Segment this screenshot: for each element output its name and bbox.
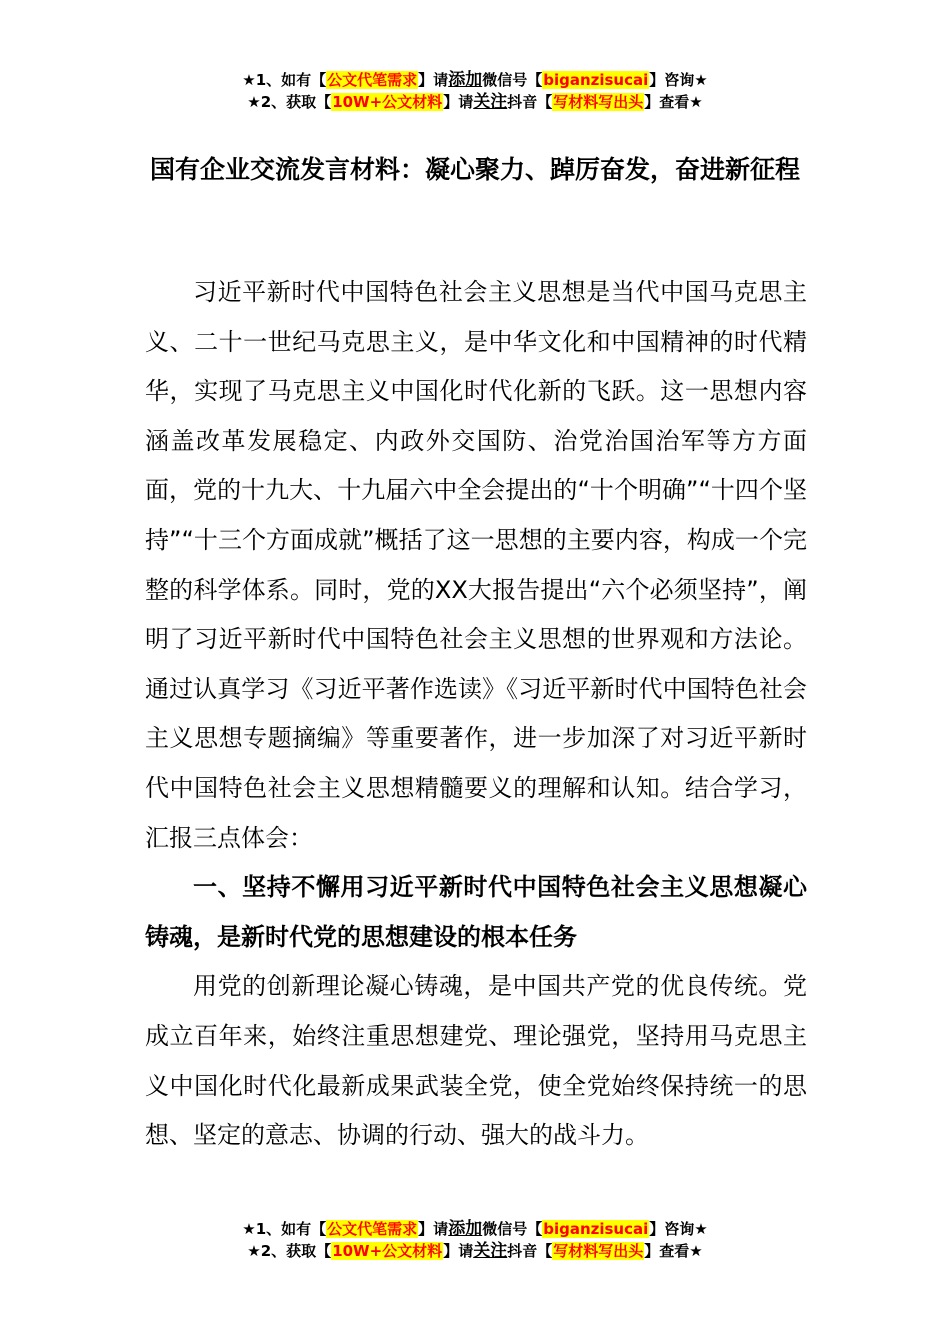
header-banner bbox=[0, 69, 950, 113]
banner-text: ★2、获取【 bbox=[247, 1242, 332, 1260]
paragraph-section-1: 用党的创新理论凝心铸魂，是中国共产党的优良传统。党成立百年来，始终注重思想建党、理论强党，坚持用马克思主义中国化时代化最新成果武装全党，使全党始终保持统一的思想、坚定的意志、协调的行动、强大的战斗力。 bbox=[145, 972, 807, 1150]
highlight-wechat-id: biganzisucai bbox=[543, 71, 649, 89]
banner-text: 】请 bbox=[443, 93, 474, 111]
footer-banner-line-2 bbox=[0, 1240, 950, 1262]
banner-text: ★2、获取【 bbox=[247, 93, 332, 111]
underlined-word: 关注 bbox=[473, 1241, 508, 1261]
banner-text: 】咨询★ bbox=[649, 1220, 708, 1238]
banner-text: 微信号【 bbox=[482, 71, 543, 89]
section-heading-1: 一、坚持不懈用习近平新时代中国特色社会主义思想凝心铸魂，是新时代党的思想建设的根本任务 bbox=[145, 873, 807, 951]
banner-text: 】请 bbox=[443, 1242, 474, 1260]
banner-text: 】请 bbox=[418, 71, 449, 89]
banner-text: 】查看★ bbox=[644, 93, 703, 111]
header-banner-line-1 bbox=[0, 69, 950, 91]
underlined-word: 添加 bbox=[448, 70, 483, 90]
paragraph-intro: 习近平新时代中国特色社会主义思想是当代中国马克思主义、二十一世纪马克思主义，是中华文化和中国精神的时代精华，实现了马克思主义中国化时代化新的飞跃。这一思想内容涵盖改革发展稳定、内政外交国防、治党治国治军等方方面面，党的十九大、十九届六中全会提出的“十个明确”“十四个坚持”“十三个方面成就”概括了这一思想的主要内容，构成一个完整的科学体系。同时，党的XX大报告提出“六个必须坚持”，阐明了习近平新时代中国特色社会主义思想的世界观和方法论。通过认真学习《习近平著作选读》《习近平新时代中国特色社会主义思想专题摘编》等重要著作，进一步加深了对习近平新时代中国特色社会主义思想精髓要义的理解和认知。结合学习，汇报三点体会： bbox=[145, 278, 807, 852]
banner-text: 微信号【 bbox=[482, 1220, 543, 1238]
banner-text: 】查看★ bbox=[644, 1242, 703, 1260]
banner-text: 抖音【 bbox=[507, 93, 553, 111]
header-banner-line-2 bbox=[0, 91, 950, 113]
highlight-service: 公文代笔需求 bbox=[327, 1220, 418, 1238]
underlined-word: 添加 bbox=[448, 1219, 483, 1239]
footer-banner-line-1 bbox=[0, 1218, 950, 1240]
highlight-materials: 10W+公文材料 bbox=[332, 1242, 443, 1260]
document-body bbox=[145, 268, 807, 1161]
banner-text: ★1、如有【 bbox=[242, 71, 327, 89]
banner-text: 】请 bbox=[418, 1220, 449, 1238]
highlight-materials: 10W+公文材料 bbox=[332, 93, 443, 111]
highlight-douyin-account: 写材料写出头 bbox=[553, 1242, 644, 1260]
banner-text: ★1、如有【 bbox=[242, 1220, 327, 1238]
underlined-word: 关注 bbox=[473, 92, 508, 112]
highlight-wechat-id: biganzisucai bbox=[543, 1220, 649, 1238]
document-title: 国有企业交流发言材料：凝心聚力、踔厉奋发，奋进新征程 bbox=[149, 155, 800, 184]
footer-banner bbox=[0, 1218, 950, 1262]
highlight-douyin-account: 写材料写出头 bbox=[553, 93, 644, 111]
banner-text: 抖音【 bbox=[507, 1242, 553, 1260]
banner-text: 】咨询★ bbox=[649, 71, 708, 89]
highlight-service: 公文代笔需求 bbox=[327, 71, 418, 89]
